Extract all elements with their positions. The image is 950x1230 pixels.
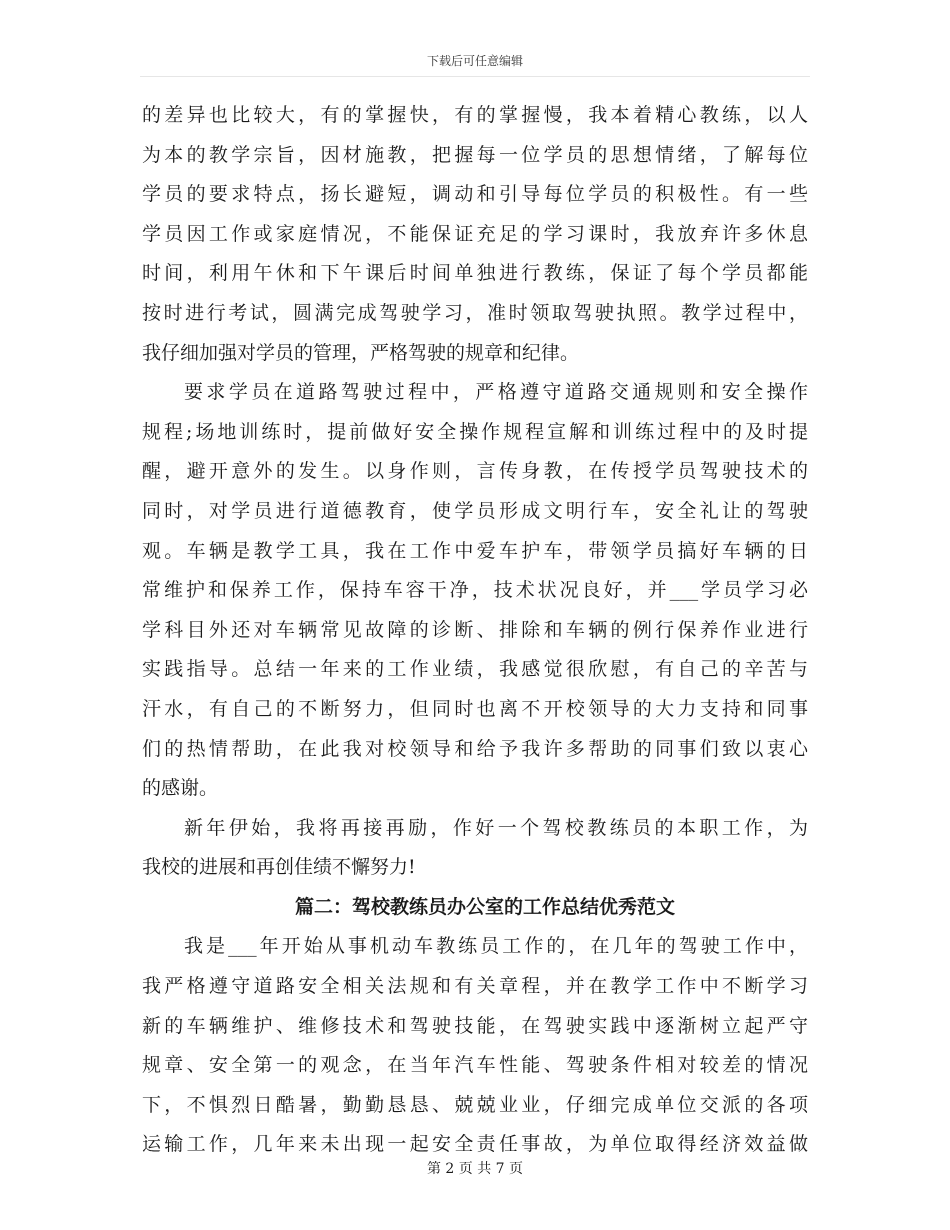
paragraph-3 <box>142 809 808 888</box>
text-line: 学员因工作或家庭情况，不能保证充足的学习课时，我放弃许多休息 <box>142 222 808 245</box>
text-line: 学员的要求特点，扬长避短，调动和引导每位学员的积极性。有一些 <box>142 183 808 206</box>
text-line: 的差异也比较大，有的掌握快，有的掌握慢，我本着精心教练，以人 <box>142 104 808 126</box>
text-line: 我仔细加强对学员的管理，严格驾驶的规章和纪律。 <box>142 341 580 364</box>
text-line: 们的热情帮助，在此我对校领导和给予我许多帮助的同事们致以衷心 <box>142 737 808 760</box>
page-number: 第 2 页 共 7 页 <box>426 1161 524 1177</box>
text-line: 规程;场地训练时，提前做好安全操作规程宣解和训练过程中的及时提 <box>142 420 808 443</box>
text-line: 常维护和保养工作，保持车容干净，技术状况良好，并___学员学习必 <box>142 579 808 602</box>
text-line: 实践指导。总结一年来的工作业绩，我感觉很欣慰，有自己的辛苦与 <box>142 658 808 681</box>
text-line: 新的车辆维护、维修技术和驾驶技能，在驾驶实践中逐渐树立起严守 <box>142 1014 808 1037</box>
text-line: 汗水，有自己的不断努力，但同时也离不开校领导的大力支持和同事 <box>142 697 808 720</box>
text-line: 要求学员在道路驾驶过程中，严格遵守道路交通规则和安全操作 <box>184 381 808 404</box>
text-line: 为本的教学宗旨，因材施教，把握每一位学员的思想情绪，了解每位 <box>142 143 808 166</box>
text-line: 按时进行考试，圆满完成驾驶学习，准时领取驾驶执照。教学过程中， <box>142 301 808 324</box>
document-body <box>142 96 808 1165</box>
text-line: 规章、安全第一的观念，在当年汽车性能、驾驶条件相对较差的情况 <box>142 1054 808 1077</box>
text-line: 运输工作，几年来未出现一起安全责任事故，为单位取得经济效益做 <box>142 1133 808 1156</box>
text-line: 醒，避开意外的发生。以身作则，言传身教，在传授学员驾驶技术的 <box>142 460 808 483</box>
page-header-note: 下载后可任意编辑 <box>426 54 523 68</box>
text-line: 下，不惧烈日酷暑，勤勤恳恳、兢兢业业，仔细完成单位交派的各项 <box>142 1093 808 1116</box>
text-line: 我校的进展和再创佳绩不懈努力! <box>142 856 416 879</box>
text-line: 观。车辆是教学工具，我在工作中爱车护车，带领学员搞好车辆的日 <box>142 539 808 562</box>
text-line: 新年伊始，我将再接再励，作好一个驾校教练员的本职工作，为 <box>184 816 808 839</box>
text-line: 我严格遵守道路安全相关法规和有关章程，并在教学工作中不断学习 <box>142 975 808 998</box>
header-divider <box>140 76 810 77</box>
text-line: 我是___年开始从事机动车教练员工作的，在几年的驾驶工作中， <box>184 935 808 958</box>
paragraph-4 <box>142 927 808 1165</box>
text-line: 学科目外还对车辆常见故障的诊断、排除和车辆的例行保养作业进行 <box>142 618 808 641</box>
paragraph-1 <box>142 96 808 373</box>
text-line: 同时，对学员进行道德教育，使学员形成文明行车，安全礼让的驾驶 <box>142 499 808 522</box>
section-heading: 篇二：驾校教练员办公室的工作总结优秀范文 <box>294 895 675 918</box>
text-line: 时间，利用午休和下午课后时间单独进行教练，保证了每个学员都能 <box>142 262 808 285</box>
text-line: 的感谢。 <box>142 777 219 800</box>
paragraph-2 <box>142 373 808 809</box>
